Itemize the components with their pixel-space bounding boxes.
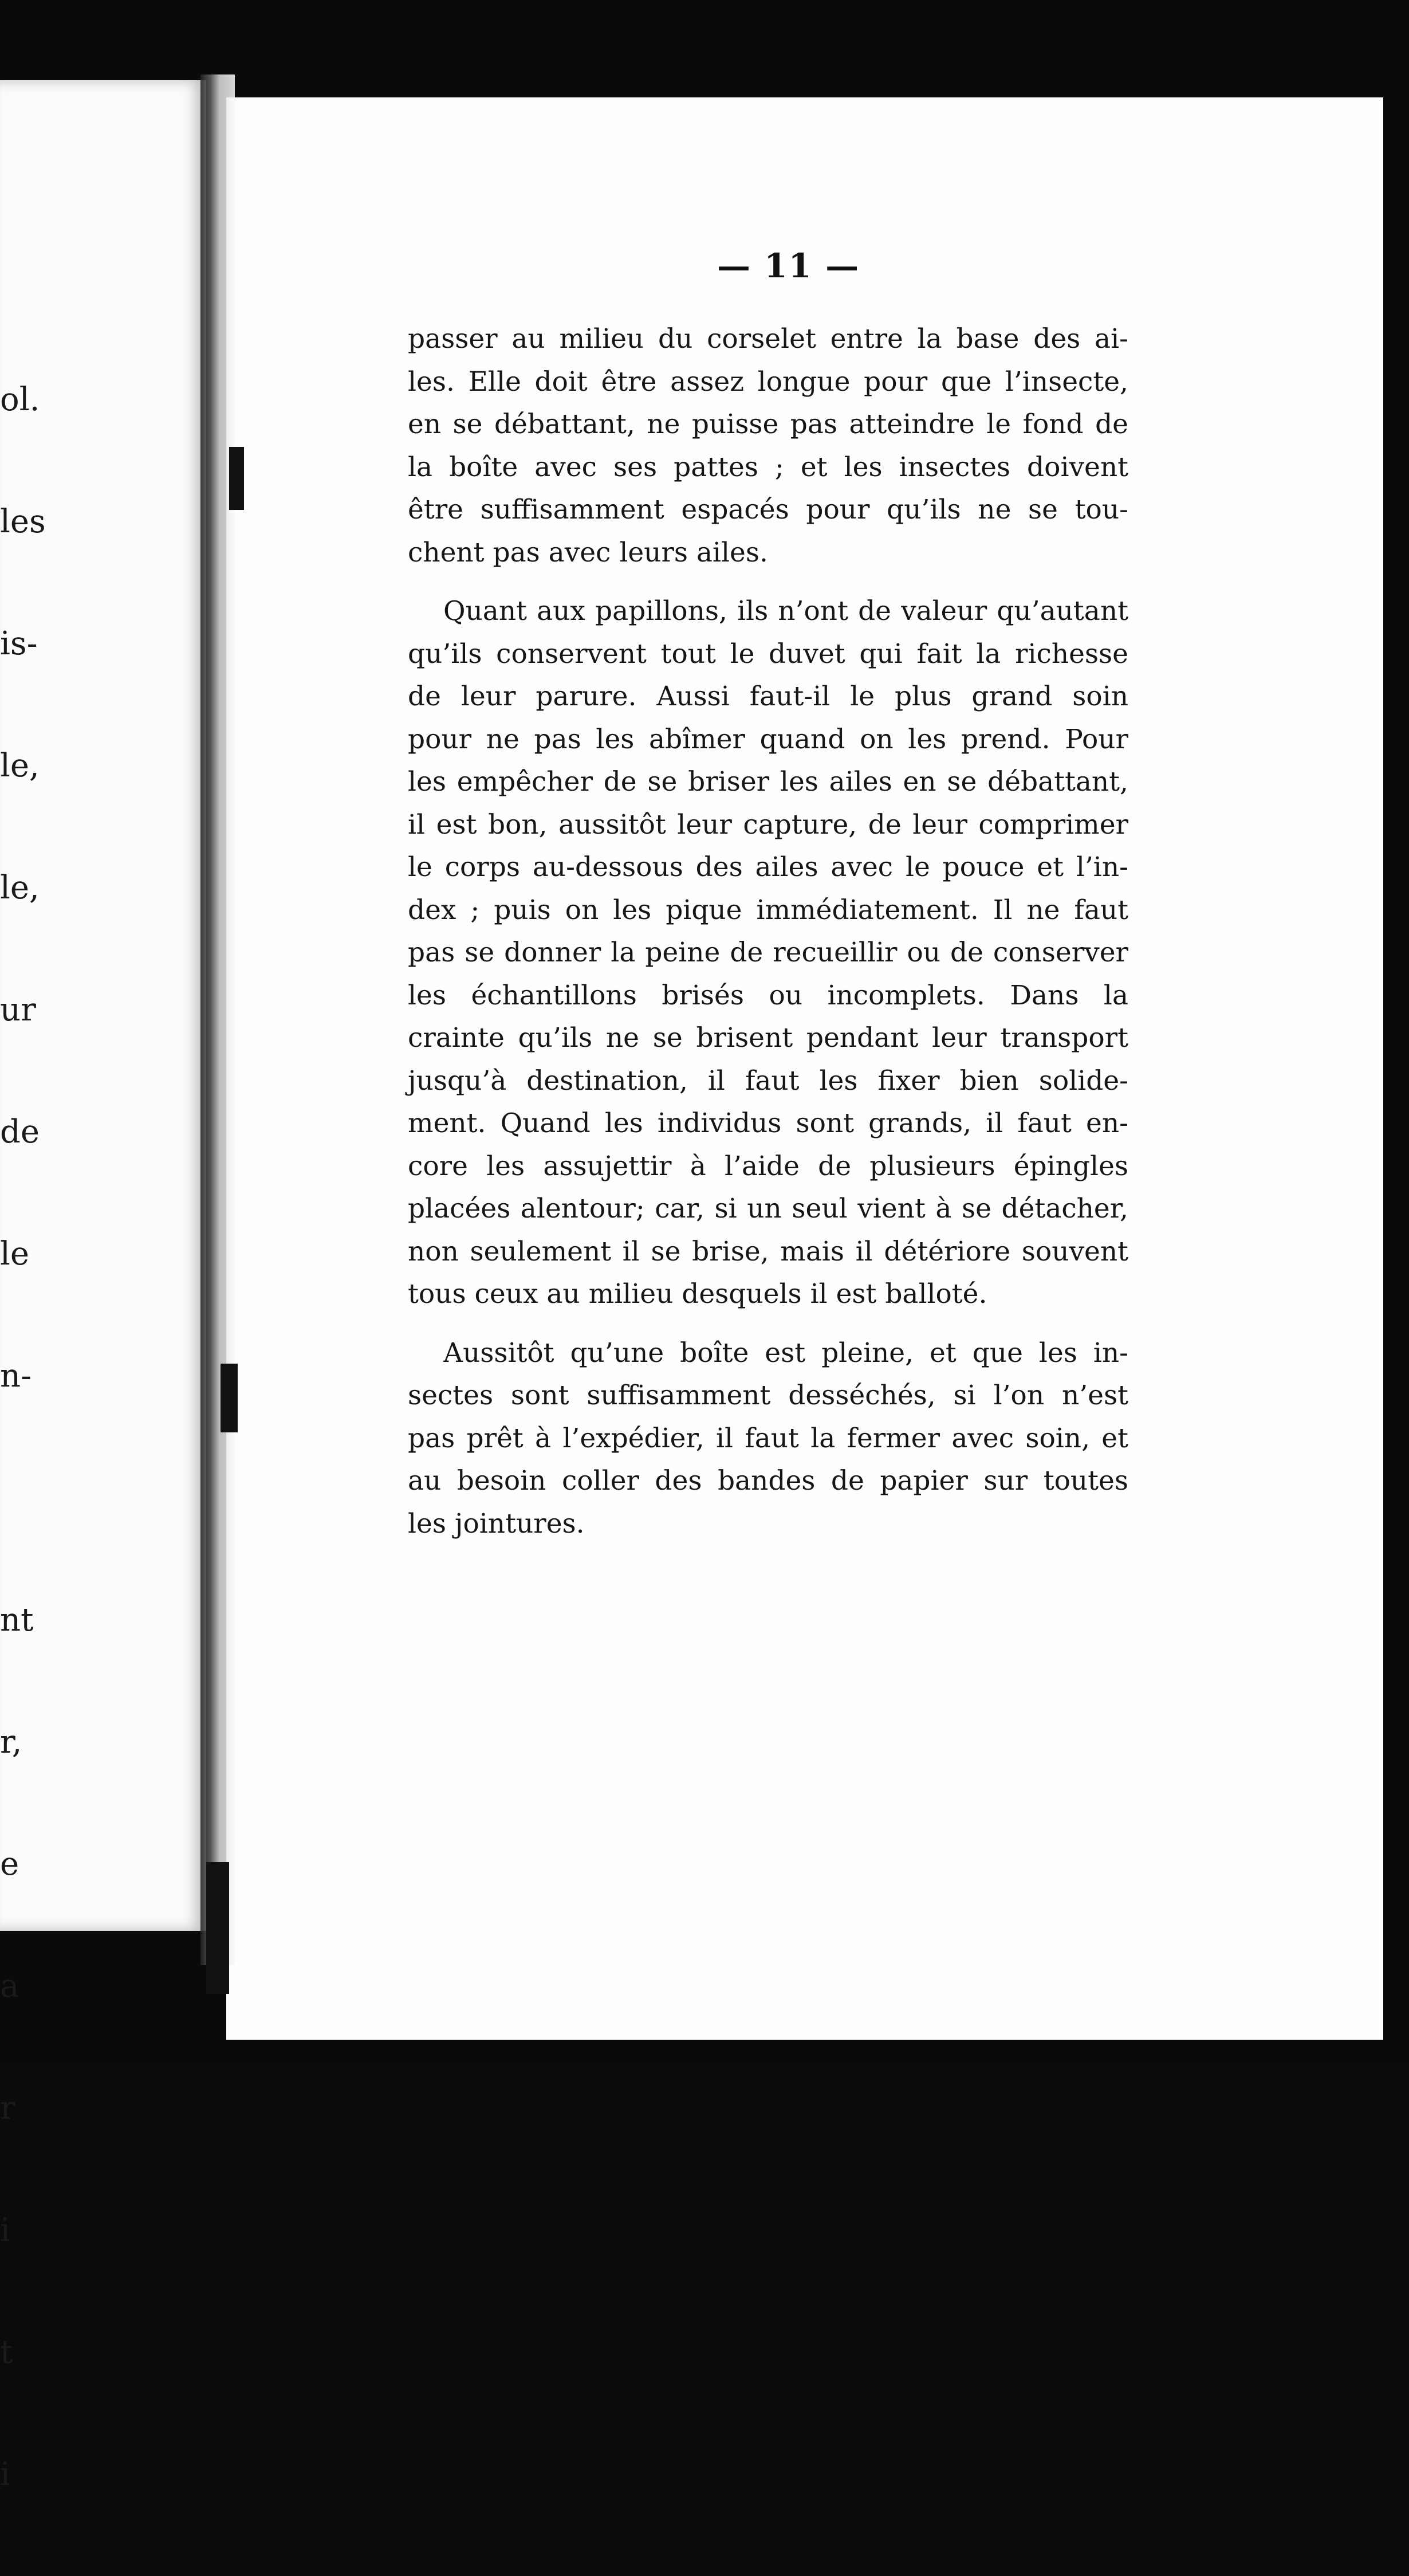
text-line: jusqu’à destination, il faut les fixer bien solide- bbox=[408, 1065, 1128, 1097]
left-fragment: le, bbox=[0, 747, 40, 784]
left-fragment: les bbox=[0, 503, 46, 540]
text-line: il est bon, aussitôt leur capture, de leur comprimer bbox=[408, 808, 1128, 841]
text-line: en se débattant, ne puisse pas atteindre le fond de bbox=[408, 409, 1128, 440]
text-line: ment. Quand les individus sont grands, il faut en- bbox=[408, 1108, 1128, 1139]
left-page-cropped-text bbox=[0, 298, 46, 2576]
text-line: tous ceux au milieu desquels il est balloté. bbox=[408, 1278, 987, 1310]
text-line: dex ; puis on les pique immédiatement. Il ne faut bbox=[408, 894, 1128, 926]
text-line: être suffisamment espacés pour qu’ils ne se tou- bbox=[408, 494, 1128, 525]
paragraph bbox=[408, 590, 1128, 1316]
text-line: pas prêt à l’expédier, il faut la fermer avec soin, et bbox=[408, 1422, 1128, 1454]
page-body bbox=[408, 318, 1128, 1545]
text-line: sectes sont suffisamment desséchés, si l’on n’est bbox=[408, 1380, 1128, 1411]
binding-mark bbox=[206, 1862, 229, 1994]
left-fragment: t bbox=[0, 2334, 13, 2371]
text-line: au besoin coller des bandes de papier sur toutes bbox=[408, 1465, 1128, 1497]
left-fragment: le, bbox=[0, 869, 40, 906]
text-line: de leur parure. Aussi faut-il le plus grand soin bbox=[408, 681, 1128, 712]
left-fragment: a bbox=[0, 1968, 19, 2005]
left-fragment: de bbox=[0, 1113, 40, 1150]
text-line: pour ne pas les abîmer quand on les prend. Pour bbox=[408, 723, 1128, 755]
text-line: la boîte avec ses pattes ; et les insectes doivent bbox=[408, 451, 1128, 483]
left-fragment: i bbox=[0, 2212, 10, 2249]
text-line: crainte qu’ils ne se brisent pendant leur transport bbox=[408, 1022, 1128, 1054]
page-number: — 11 — bbox=[717, 246, 860, 285]
left-fragment: nt bbox=[0, 1601, 34, 1639]
text-line: chent pas avec leurs ailes. bbox=[408, 536, 768, 568]
paragraph bbox=[408, 1332, 1128, 1546]
text-line: placées alentour; car, si un seul vient à se détacher, bbox=[408, 1193, 1128, 1224]
text-line: core les assujettir à l’aide de plusieurs épingles bbox=[408, 1150, 1128, 1182]
left-fragment: is- bbox=[0, 625, 38, 662]
left-fragment bbox=[0, 1478, 46, 1518]
text-line: les échantillons brisés ou incomplets. Dans la bbox=[408, 979, 1128, 1011]
text-line: passer au milieu du corselet entre la base des ai- bbox=[408, 323, 1128, 355]
text-line: qu’ils conservent tout le duvet qui fait la richesse bbox=[408, 638, 1128, 670]
binding-mark bbox=[229, 447, 244, 510]
text-line: non seulement il se brise, mais il détériore souvent bbox=[408, 1235, 1128, 1267]
left-fragment: i bbox=[0, 2456, 10, 2493]
left-fragment: e bbox=[0, 1845, 19, 1883]
paragraph bbox=[408, 318, 1128, 574]
binding-gutter bbox=[200, 74, 235, 1965]
left-fragment: ur bbox=[0, 991, 36, 1028]
binding-mark bbox=[221, 1364, 238, 1432]
left-page bbox=[0, 80, 206, 2493]
left-fragment: r, bbox=[0, 1723, 22, 1761]
left-fragment: ol. bbox=[0, 381, 40, 418]
left-fragment: r bbox=[0, 2090, 15, 2127]
text-line: les empêcher de se briser les ailes en se débattant, bbox=[408, 766, 1128, 798]
left-fragment: le bbox=[0, 1235, 30, 1273]
text-line: les jointures. bbox=[408, 1507, 585, 1540]
text-line: Quant aux papillons, ils n’ont de valeur qu’autant bbox=[443, 595, 1128, 627]
text-line: pas se donner la peine de recueillir ou de conserver bbox=[408, 937, 1128, 968]
text-line: Aussitôt qu’une boîte est pleine, et que les in- bbox=[443, 1337, 1128, 1369]
text-line: les. Elle doit être assez longue pour que l’insecte, bbox=[408, 366, 1128, 398]
left-fragment: n- bbox=[0, 1357, 32, 1395]
text-line: le corps au-dessous des ailes avec le pouce et l’in- bbox=[408, 851, 1128, 883]
